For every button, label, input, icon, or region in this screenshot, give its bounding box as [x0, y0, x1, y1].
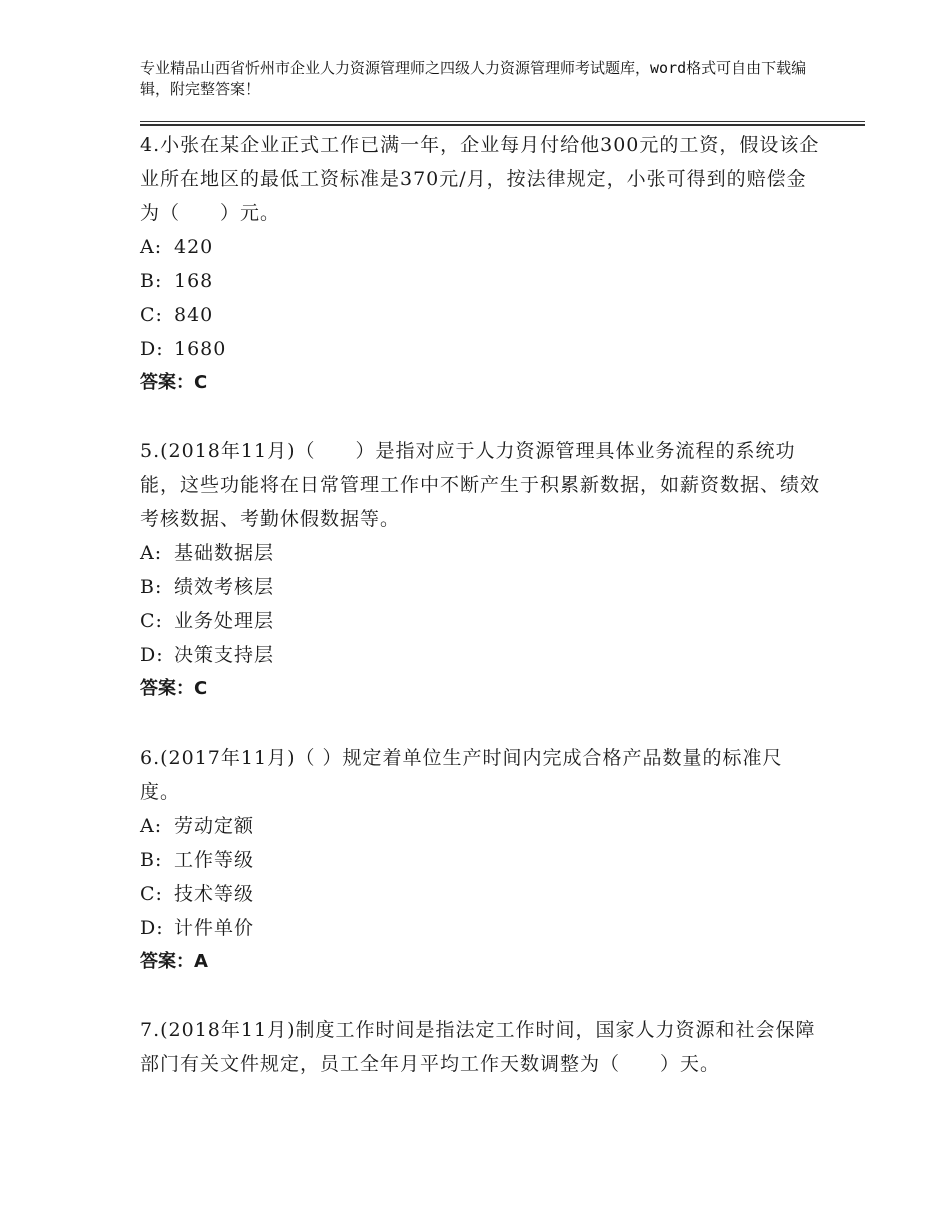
option-label: A: [140, 236, 163, 258]
question-text: 6.(2017年11月)（ ）规定着单位生产时间内完成合格产品数量的标准尺度。 [140, 747, 783, 803]
option-text: 业务处理层 [174, 610, 275, 632]
option-text: 技术等级 [174, 883, 255, 905]
option-text: 决策支持层 [174, 644, 275, 666]
option-text: 基础数据层 [174, 542, 275, 564]
option-label: B: [140, 576, 163, 598]
question-text: 7.(2018年11月)制度工作时间是指法定工作时间，国家人力资源和社会保障部门有关文件规定，员工全年月平均工作天数调整为（ ）天。 [140, 1019, 816, 1075]
option-label: C: [140, 610, 163, 632]
question-4 [140, 128, 820, 400]
answer: 答案：A [140, 951, 208, 972]
option-b [140, 264, 820, 298]
option-d [140, 911, 820, 945]
answer: 答案：C [140, 372, 208, 393]
option-text: 劳动定额 [174, 815, 255, 837]
option-a [140, 536, 820, 570]
option-label: D: [140, 917, 164, 939]
question-text: 4.小张在某企业正式工作已满一年，企业每月付给他300元的工资，假设该企业所在地区的最低工资标准是370元/月，按法律规定，小张可得到的赔偿金为（ ）元。 [140, 134, 820, 224]
option-text: 绩效考核层 [174, 576, 275, 598]
document-header: 专业精品山西省忻州市企业人力资源管理师之四级人力资源管理师考试题库，word格式可自由下载编辑，附完整答案！ [140, 59, 807, 98]
option-d [140, 332, 820, 366]
option-a [140, 809, 820, 843]
option-text: 420 [174, 236, 214, 258]
header-divider [140, 121, 865, 126]
answer: 答案：C [140, 678, 208, 699]
option-label: D: [140, 338, 164, 360]
option-text: 168 [174, 270, 214, 292]
option-c [140, 298, 820, 332]
option-b [140, 570, 820, 604]
option-label: C: [140, 883, 163, 905]
option-label: A: [140, 542, 163, 564]
option-text: 840 [174, 304, 214, 326]
option-b [140, 843, 820, 877]
option-text: 1680 [174, 338, 227, 360]
option-c [140, 877, 820, 911]
option-a [140, 230, 820, 264]
option-text: 计件单价 [174, 917, 255, 939]
option-label: B: [140, 849, 163, 871]
option-text: 工作等级 [174, 849, 255, 871]
option-label: B: [140, 270, 163, 292]
question-7 [140, 1013, 820, 1081]
question-text: 5.(2018年11月)（ ）是指对应于人力资源管理具体业务流程的系统功能，这些功能将在日常管理工作中不断产生于积累新数据，如薪资数据、绩效考核数据、考勤休假数据等。 [140, 440, 821, 530]
option-d [140, 638, 820, 672]
question-5 [140, 434, 820, 706]
option-label: C: [140, 304, 163, 326]
option-label: D: [140, 644, 164, 666]
question-6 [140, 741, 820, 979]
option-c [140, 604, 820, 638]
option-label: A: [140, 815, 163, 837]
